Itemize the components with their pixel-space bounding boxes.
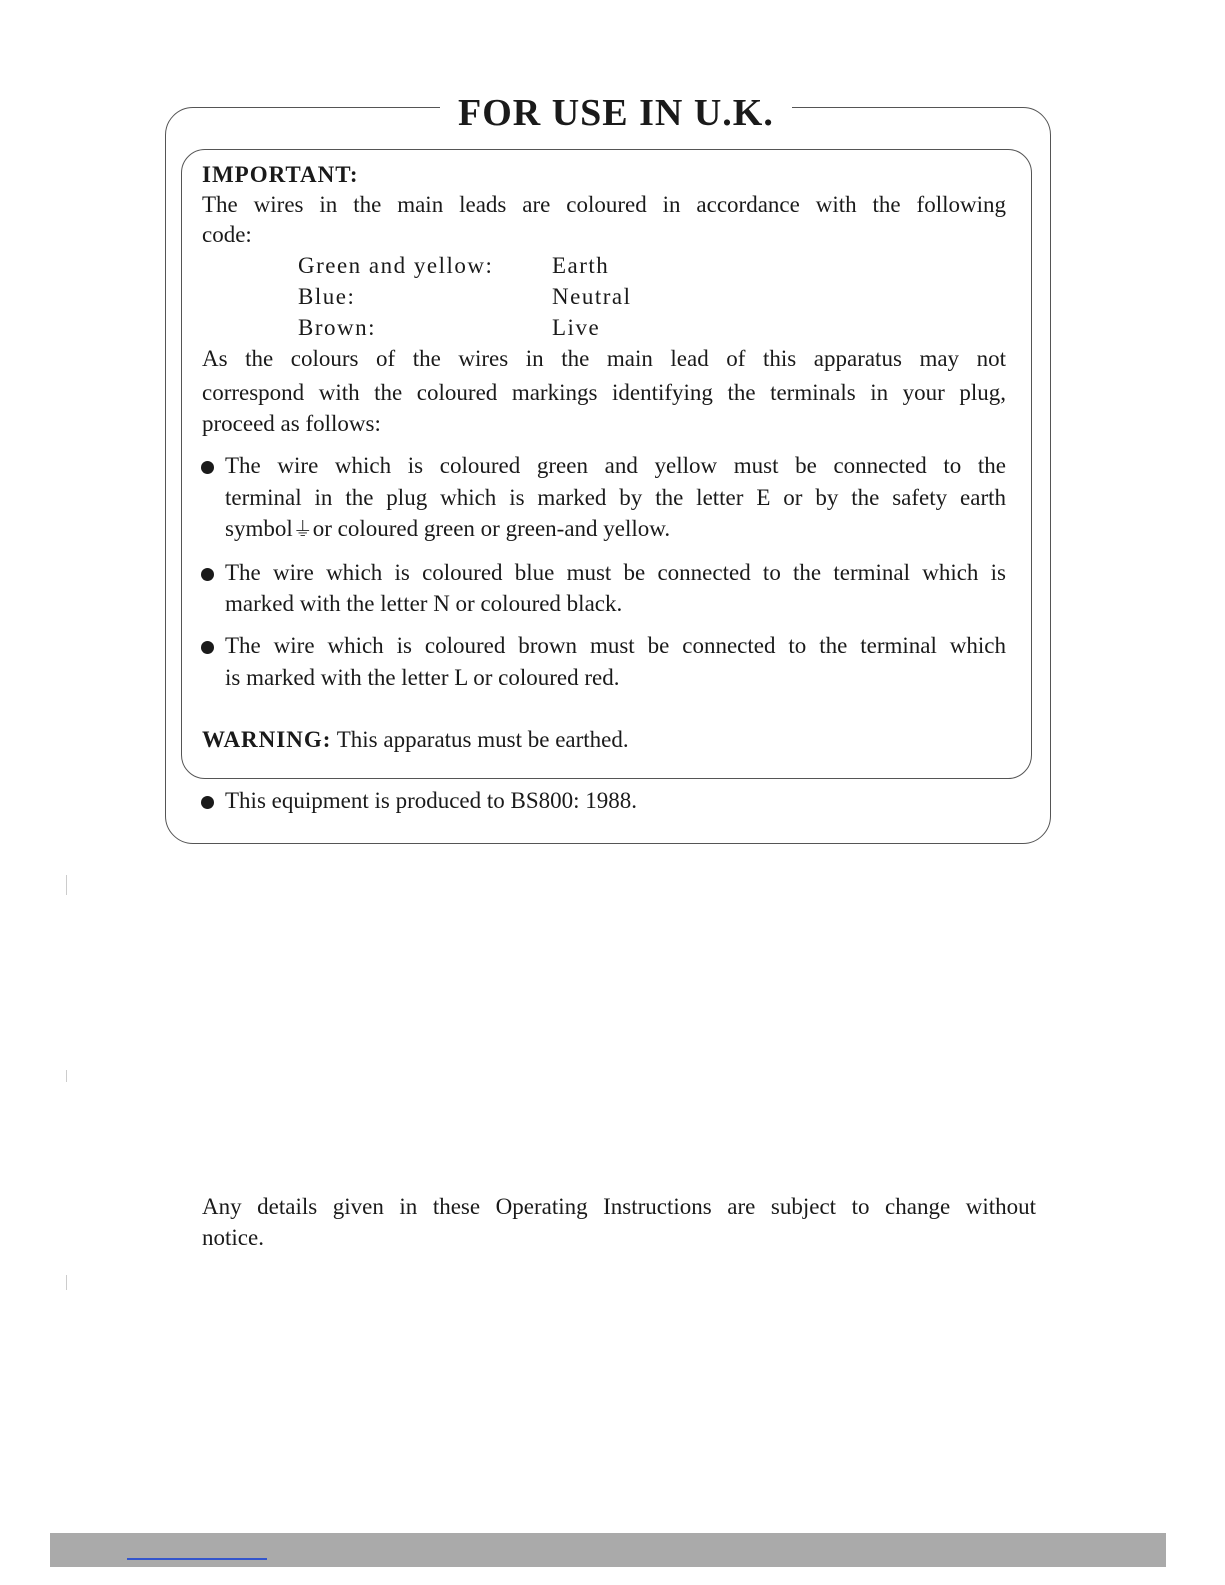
code-colour-green-yellow: Green and yellow:: [298, 253, 494, 278]
scan-mark-3: [66, 1275, 67, 1290]
bullet-dot-3: [201, 641, 214, 654]
warning-line: [202, 725, 629, 755]
footer-line-2: notice.: [202, 1225, 264, 1250]
code-meaning-earth: Earth: [552, 253, 610, 278]
warning-label: WARNING:: [202, 727, 332, 752]
para-line-3: proceed as follows:: [202, 411, 381, 436]
scan-mark-1: [66, 875, 67, 895]
bullet-1-symbol-prefix: symbol: [225, 516, 293, 541]
bullet-1-line-3: [225, 514, 670, 544]
important-heading: IMPORTANT:: [202, 162, 359, 187]
para-line-1: As the colours of the wires in the main lead of this apparatus may not: [202, 346, 1006, 371]
intro-line-1: The wires in the main leads are coloured in accordance with the following: [202, 192, 1006, 217]
bullet-3-line-2: is marked with the letter L or coloured red.: [225, 665, 620, 690]
bullet-1-line-3-rest: or coloured green or green-and yellow.: [312, 516, 671, 541]
intro-line-2: code:: [202, 222, 252, 247]
scan-mark-2: [66, 1070, 67, 1082]
warning-text: This apparatus must be earthed.: [336, 727, 629, 752]
earth-symbol-icon: ⏚: [292, 517, 313, 541]
bullet-dot-standard: [201, 796, 214, 809]
standard-note: This equipment is produced to BS800: 1988.: [225, 788, 638, 813]
bullet-1-line-1: The wire which is coloured green and yellow must be connected to the: [225, 453, 1006, 478]
code-meaning-neutral: Neutral: [552, 284, 632, 309]
code-colour-blue: Blue:: [298, 284, 356, 309]
bullet-1-line-2: terminal in the plug which is marked by the letter E or by the safety earth: [225, 485, 1006, 510]
code-meaning-live: Live: [552, 315, 601, 340]
code-colour-brown: Brown:: [298, 315, 376, 340]
para-line-2: correspond with the coloured markings identifying the terminals in your plug,: [202, 380, 1006, 405]
scan-bottom-underline: [127, 1558, 267, 1560]
bullet-dot-1: [201, 461, 214, 474]
footer-line-1: Any details given in these Operating Instructions are subject to change without: [202, 1194, 1036, 1219]
page-title: FOR USE IN U.K.: [440, 91, 792, 135]
bullet-dot-2: [201, 568, 214, 581]
bullet-2-line-1: The wire which is coloured blue must be connected to the terminal which is: [225, 560, 1006, 585]
bullet-2-line-2: marked with the letter N or coloured black.: [225, 591, 623, 616]
scan-bottom-bar: [50, 1533, 1166, 1567]
bullet-3-line-1: The wire which is coloured brown must be connected to the terminal which: [225, 633, 1006, 658]
